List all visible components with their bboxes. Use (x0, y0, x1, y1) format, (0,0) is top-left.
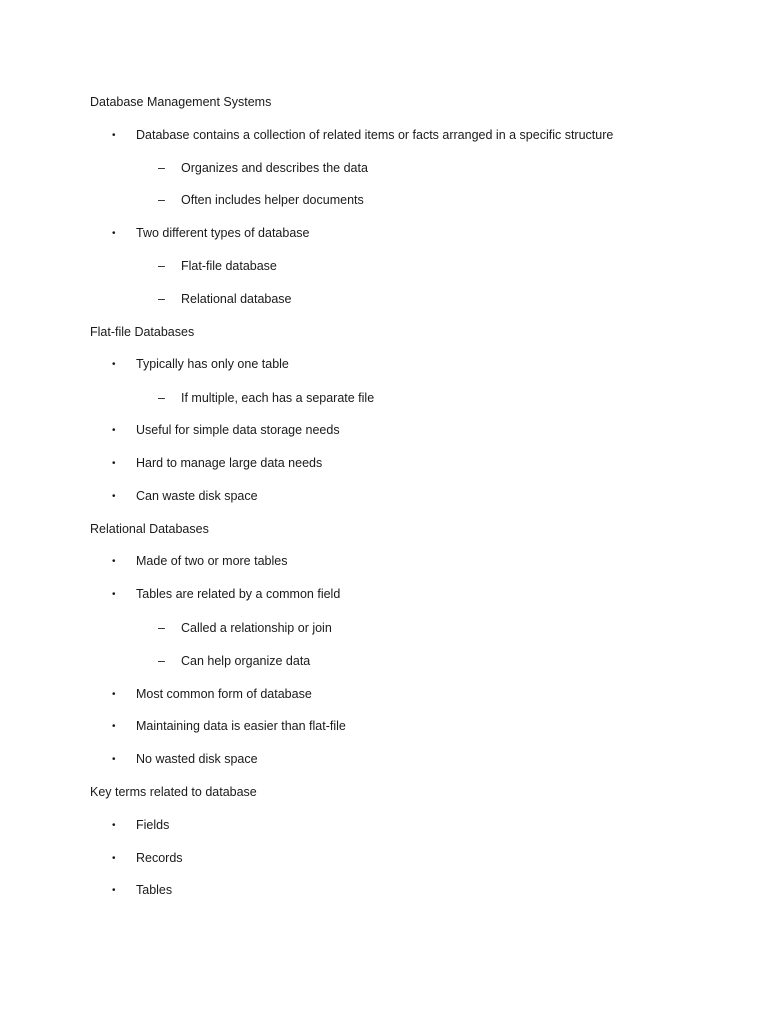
sub-list-item: Relational database (181, 292, 292, 306)
bullet-marker: • (112, 754, 116, 765)
bullet-marker: • (112, 425, 116, 436)
list-item: No wasted disk space (136, 752, 258, 766)
list-item: Maintaining data is easier than flat-file (136, 719, 346, 733)
sub-list-item: If multiple, each has a separate file (181, 391, 375, 405)
section-heading: Database Management Systems (90, 95, 272, 109)
bullet-marker: • (112, 820, 116, 831)
list-item: Made of two or more tables (136, 554, 288, 568)
bullet-marker: • (112, 853, 116, 864)
bullet-marker: • (112, 359, 116, 370)
bullet-marker: • (112, 130, 116, 141)
dash-marker: – (158, 193, 165, 207)
bullet-marker: • (112, 721, 116, 732)
dash-marker: – (158, 621, 165, 635)
bullet-marker: • (112, 491, 116, 502)
list-item: Hard to manage large data needs (136, 456, 323, 470)
sub-list-item: Organizes and describes the data (181, 161, 368, 175)
list-item: Most common form of database (136, 687, 312, 701)
list-item: Tables are related by a common field (136, 587, 341, 601)
bullet-marker: • (112, 885, 116, 896)
dash-marker: – (158, 292, 165, 306)
list-item: Records (136, 851, 183, 865)
list-item: Can waste disk space (136, 489, 258, 503)
sub-list-item: Often includes helper documents (181, 193, 364, 207)
list-item: Fields (136, 818, 170, 832)
list-item: Tables (136, 883, 173, 897)
dash-marker: – (158, 161, 165, 175)
dash-marker: – (158, 259, 165, 273)
bullet-marker: • (112, 228, 116, 239)
bullet-marker: • (112, 458, 116, 469)
list-item: Two different types of database (136, 226, 310, 240)
sub-list-item: Can help organize data (181, 654, 311, 668)
bullet-marker: • (112, 689, 116, 700)
section-heading: Key terms related to database (90, 785, 257, 799)
sub-list-item: Called a relationship or join (181, 621, 332, 635)
dash-marker: – (158, 391, 165, 405)
section-heading: Relational Databases (90, 522, 209, 536)
dash-marker: – (158, 654, 165, 668)
section-heading: Flat-file Databases (90, 325, 195, 339)
bullet-marker: • (112, 589, 116, 600)
sub-list-item: Flat-file database (181, 259, 277, 273)
list-item: Useful for simple data storage needs (136, 423, 340, 437)
list-item: Typically has only one table (136, 357, 289, 371)
bullet-marker: • (112, 556, 116, 567)
list-item: Database contains a collection of related items or facts arranged in a specific structure (136, 128, 614, 142)
